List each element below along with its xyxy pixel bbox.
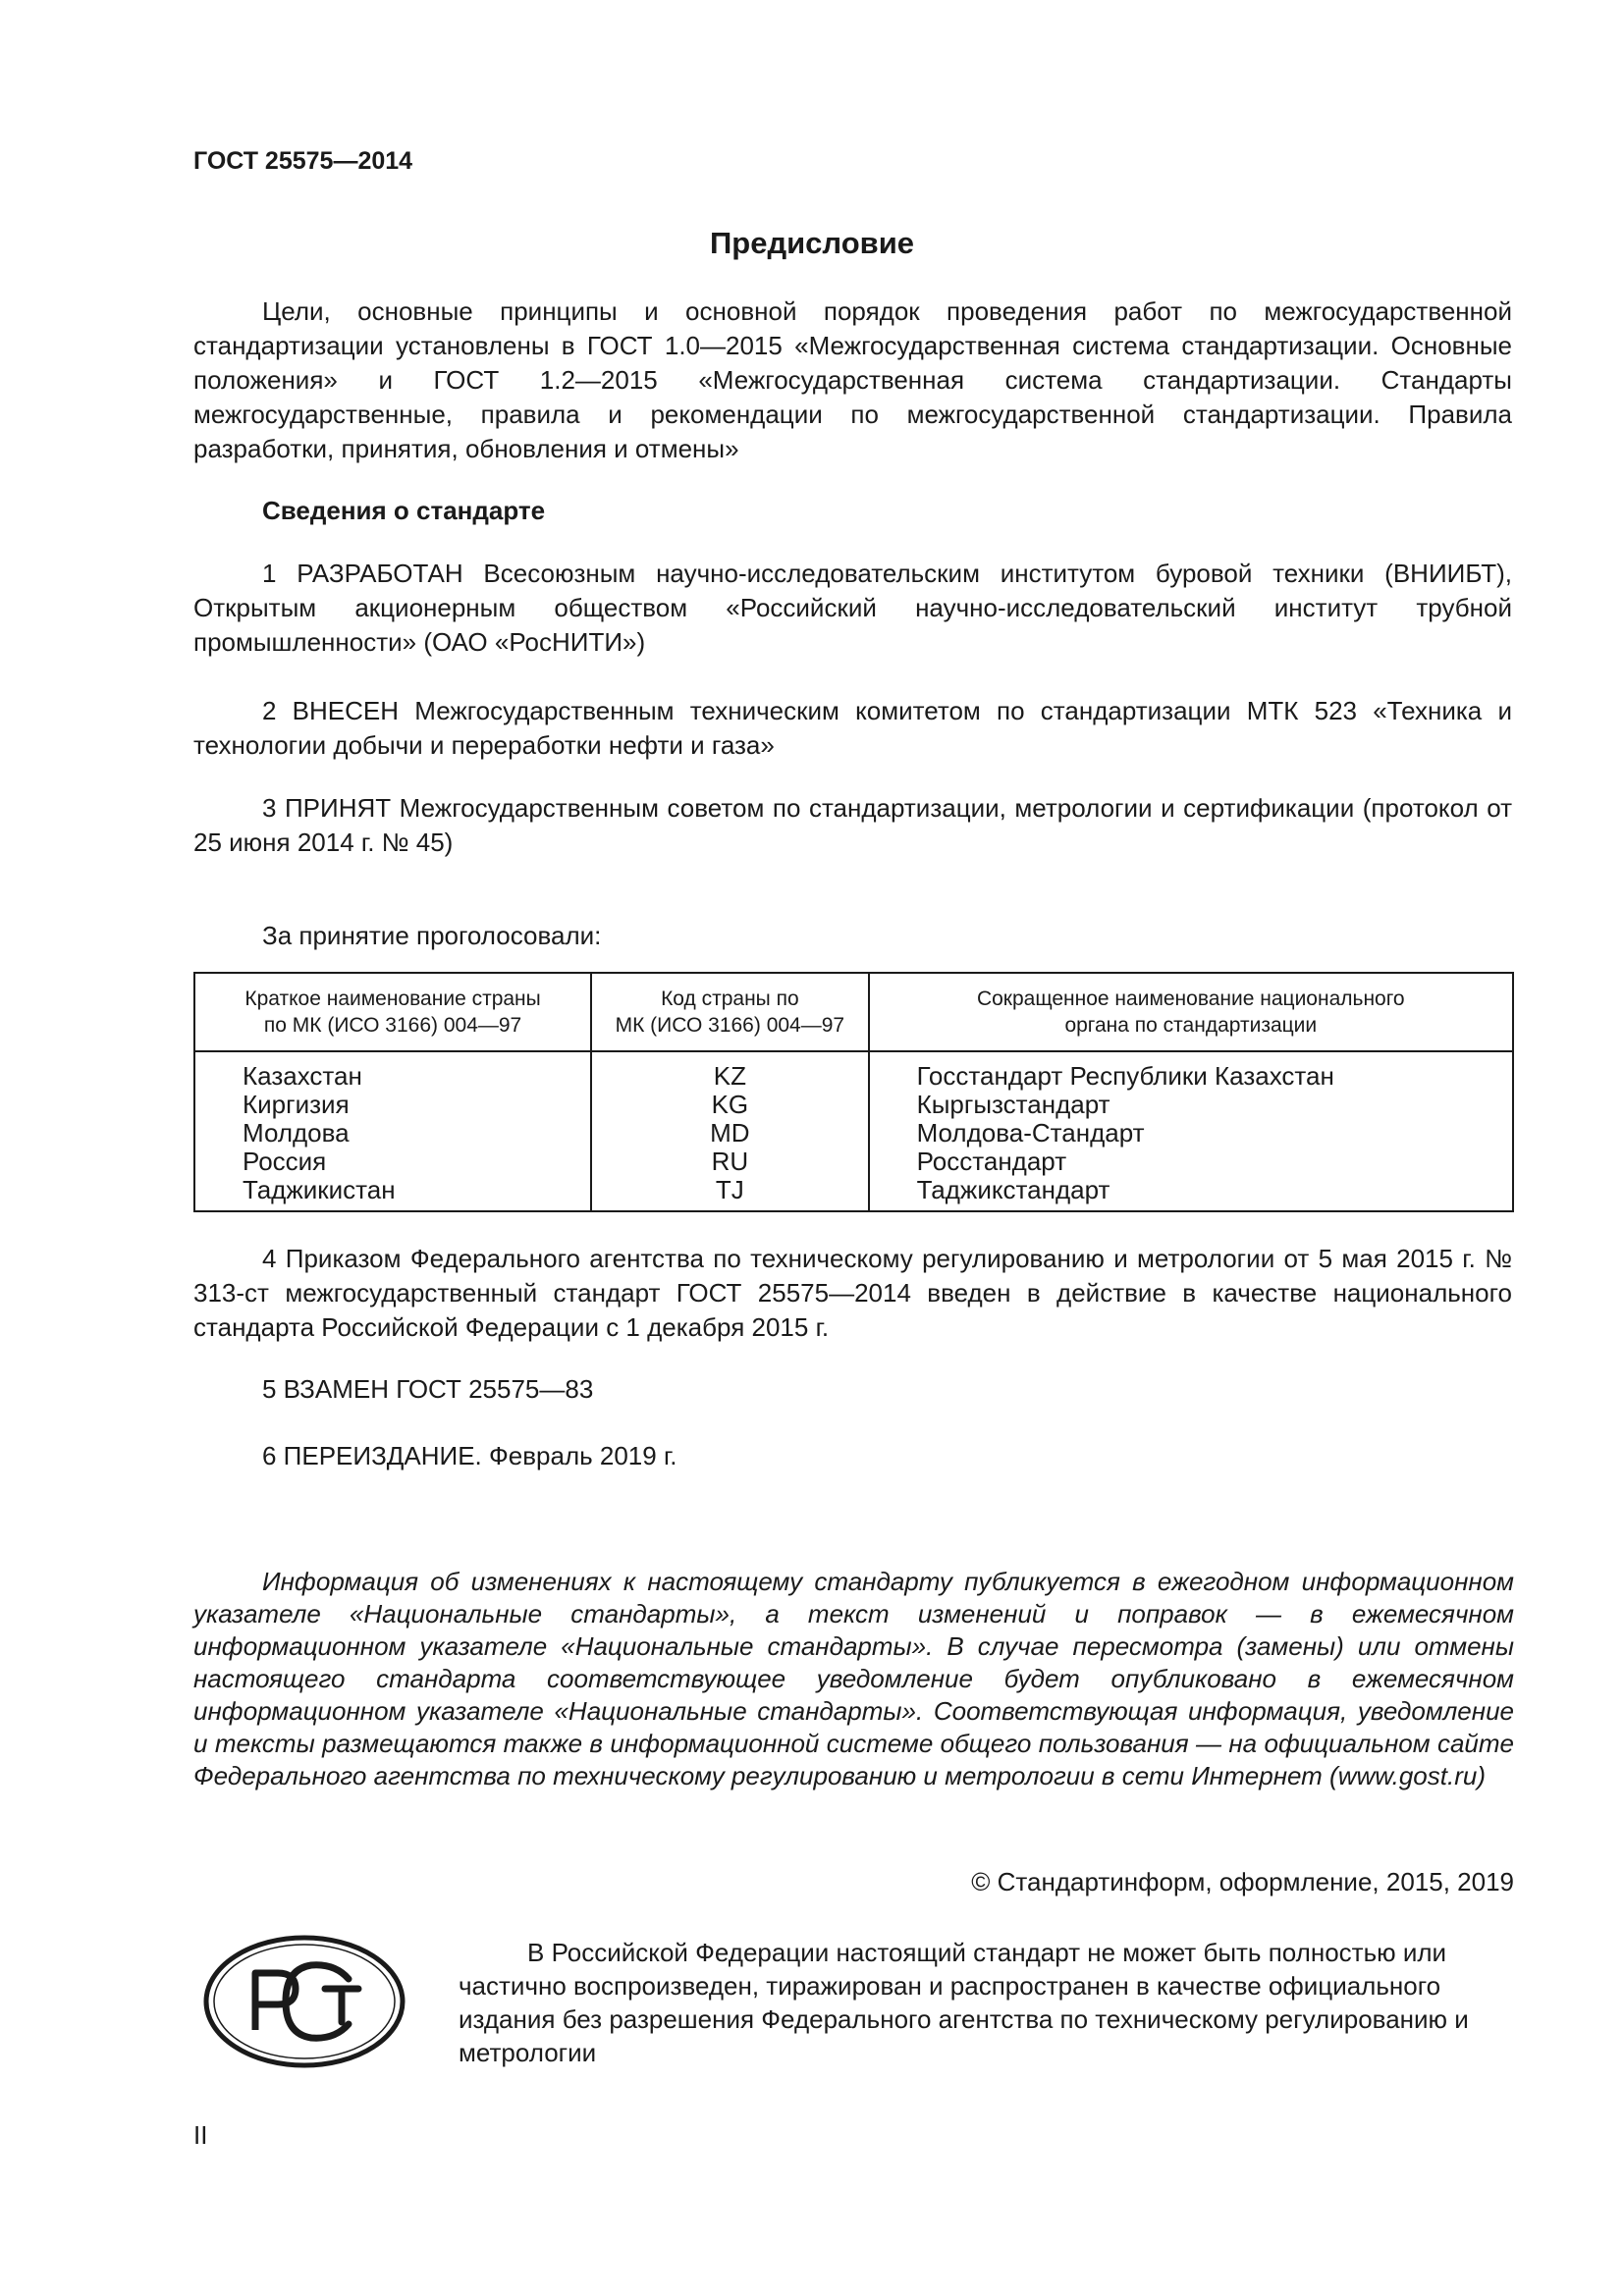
cell-organization: Кыргызстандарт <box>869 1091 1513 1119</box>
rst-certification-mark-icon <box>201 1932 407 2076</box>
cell-code: KZ <box>591 1051 868 1091</box>
cell-code: RU <box>591 1148 868 1176</box>
header-code: Код страны по МК (ИСО 3166) 004—97 <box>591 973 868 1051</box>
table-header-row <box>194 973 1513 1051</box>
cell-organization: Молдова-Стандарт <box>869 1119 1513 1148</box>
cell-code: TJ <box>591 1176 868 1211</box>
item-enacted: 4 Приказом Федерального агентства по техническому регулированию и метрологии от 5 мая 2015 г. № 313-ст межгосударственный стандарт ГОСТ 25575—2014 введен в действие в качестве национального стандарта Российской Федерации с 1 декабря 2015 г. <box>193 1244 1512 1342</box>
votes-label: За принятие проголосовали: <box>262 921 602 950</box>
item-developed: 1 РАЗРАБОТАН Всесоюзным научно-исследовательским институтом буровой техники (ВНИИБТ), Открытым акционерным обществом «Российский научно-исследовательский институт трубной промышленности» (ОАО «РосНИТИ») <box>193 559 1512 657</box>
cell-country: Молдова <box>194 1119 591 1148</box>
intro-paragraph: Цели, основные принципы и основной порядок проведения работ по межгосударственной стандартизации установлены в ГОСТ 1.0—2015 «Межгосударственная система стандартизации. Основные положения» и ГОСТ 1.2—2015 «Межгосударственная система стандартизации. Стандарты межгосударственные, правила и рекомендации по межгосударственной стандартизации. Правила разработки, принятия, обновления и отмены» <box>193 296 1512 463</box>
changes-info-notice: Информация об изменениях к настоящему стандарту публикуется в ежегодном информационном указателе «Национальные стандарты», а текст изменений и поправок — в ежемесячном информационном указателе «Национальные стандарты». В случае пересмотра (замены) или отмены настоящего стандарта соответствующее уведомление будет опубликовано в ежемесячном информационном указателе «Национальные стандарты». Соответствующая информация, уведомление и тексты размещаются также в информационной системе общего пользования — на официальном сайте Федерального агентства по техническому регулированию и метрологии в сети Интернет (www.gost.ru) <box>193 1567 1514 1790</box>
votes-table <box>193 972 1514 1212</box>
table-row <box>194 1119 1513 1148</box>
cell-code: MD <box>591 1119 868 1148</box>
table-row <box>194 1148 1513 1176</box>
header-country: Краткое наименование страны по МК (ИСО 3166) 004—97 <box>194 973 591 1051</box>
reproduction-rights-notice: В Российской Федерации настоящий стандарт не может быть полностью или частично воспроизведен, тиражирован и распространен в качестве официального издания без разрешения Федерального агентства по техническому регулированию и метрологии <box>459 1938 1469 2067</box>
cell-country: Казахстан <box>194 1051 591 1091</box>
item-reissue: 6 ПЕРЕИЗДАНИЕ. Февраль 2019 г. <box>262 1441 677 1470</box>
cell-country: Киргизия <box>194 1091 591 1119</box>
cell-organization: Росстандарт <box>869 1148 1513 1176</box>
table-row <box>194 1091 1513 1119</box>
cell-organization: Таджикстандарт <box>869 1176 1513 1211</box>
rst-logo-graphic <box>201 1932 407 2071</box>
item-adopted: 3 ПРИНЯТ Межгосударственным советом по стандартизации, метрологии и сертификации (протокол от 25 июня 2014 г. № 45) <box>193 793 1512 857</box>
table-row <box>194 1176 1513 1211</box>
page-title: Предисловие <box>709 226 914 260</box>
cell-country: Таджикистан <box>194 1176 591 1211</box>
page-number: II <box>193 2120 208 2150</box>
cell-organization: Госстандарт Республики Казахстан <box>869 1051 1513 1091</box>
copyright-notice: © Стандартинформ, оформление, 2015, 2019 <box>971 1867 1514 1896</box>
cell-code: KG <box>591 1091 868 1119</box>
document-code: ГОСТ 25575—2014 <box>193 147 413 175</box>
cell-country: Россия <box>194 1148 591 1176</box>
header-organization: Сокращенное наименование национального органа по стандартизации <box>869 973 1513 1051</box>
item-submitted: 2 ВНЕСЕН Межгосударственным техническим комитетом по стандартизации МТК 523 «Техника и технологии добычи и переработки нефти и газа» <box>193 696 1512 760</box>
table-row <box>194 1051 1513 1091</box>
section-subheading: Сведения о стандарте <box>262 496 546 525</box>
item-replaces: 5 ВЗАМЕН ГОСТ 25575—83 <box>262 1374 594 1404</box>
